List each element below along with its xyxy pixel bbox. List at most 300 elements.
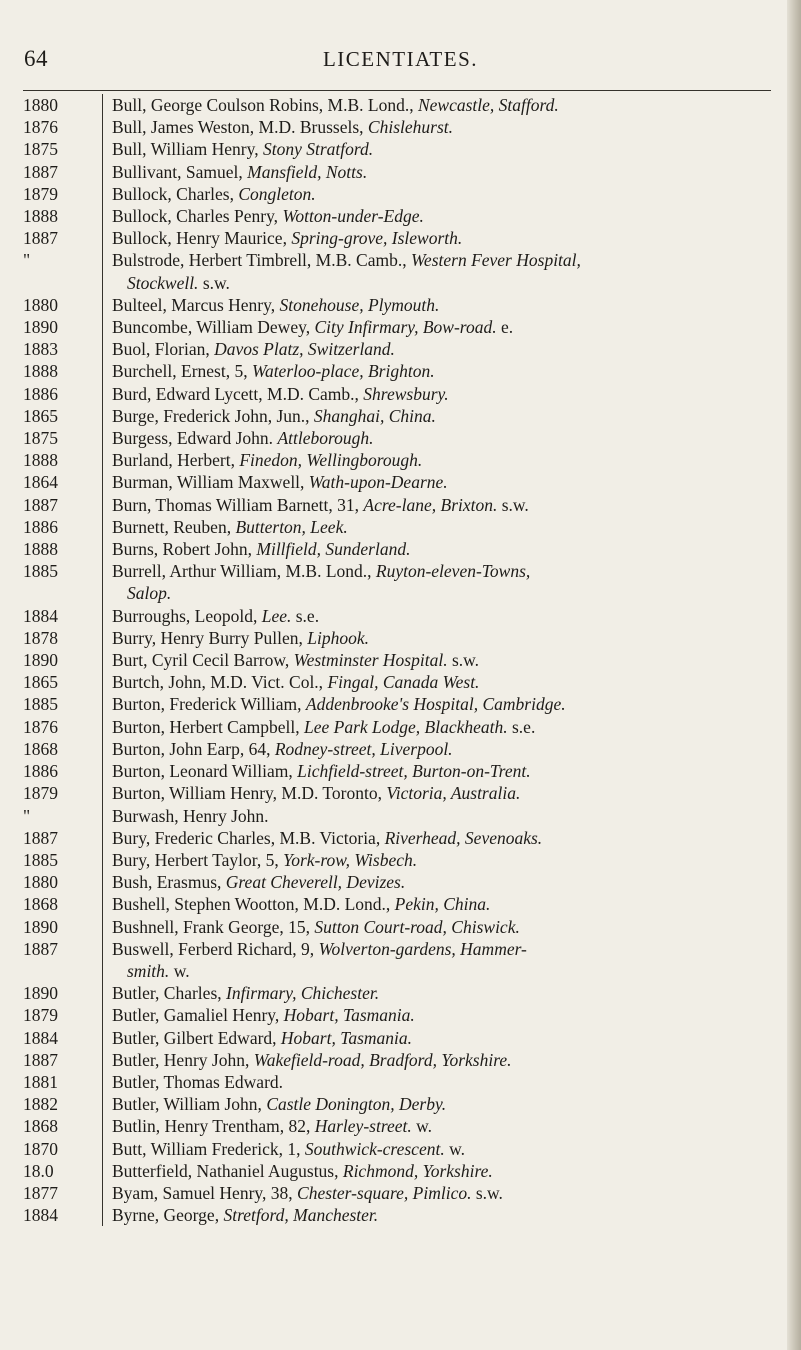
list-item [0, 471, 790, 493]
list-item [0, 938, 790, 982]
entry-text [103, 138, 790, 160]
entry-year: 1870 [23, 1138, 58, 1159]
list-item [0, 538, 790, 560]
entry-year: 1887 [23, 827, 58, 848]
entry-line1 [112, 94, 786, 116]
entry-text [103, 1004, 790, 1026]
running-head: LICENTIATES. [322, 47, 479, 71]
entry-name: Bull, James Weston, M.D. Brussels, [112, 117, 368, 138]
licentiate-list [0, 94, 790, 1226]
list-item [0, 427, 790, 449]
entry-year: 1886 [23, 761, 58, 782]
entry-text [103, 316, 790, 338]
entry-year: 1879 [23, 783, 58, 804]
entry-text [103, 982, 790, 1004]
entry-name: Bush, Erasmus, [112, 872, 226, 893]
entry-address: Victoria, Australia. [386, 783, 521, 804]
entry-name: Burt, Cyril Cecil Barrow, [112, 650, 294, 671]
entry-address: Davos Platz, Switzerland. [214, 339, 395, 360]
entry-year: 1886 [23, 516, 58, 537]
list-item [0, 982, 790, 1004]
entry-year: 1888 [23, 206, 58, 227]
entry-name: Bull, George Coulson Robins, M.B. Lond., [112, 95, 418, 115]
entry-year: 1884 [23, 605, 58, 626]
entry-name: w. [444, 1138, 465, 1159]
entry-name: Burn, Thomas William Barnett, 31, [112, 494, 364, 515]
entry-text [103, 805, 790, 827]
entry-name: w. [411, 1116, 433, 1137]
list-item [0, 1182, 790, 1204]
entry-address: Great Cheverell, Devizes. [225, 872, 406, 893]
entry-name: Bulstrode, Herbert Timbrell, M.B. Camb., [112, 250, 411, 271]
entry-text [103, 1204, 790, 1226]
entry-address: York-row, Wisbech. [283, 849, 418, 870]
list-item [0, 1027, 790, 1049]
entry-line1 [112, 294, 786, 316]
entry-name: s.w. [497, 494, 529, 515]
entry-year: 1876 [23, 117, 58, 138]
entry-text [103, 1182, 790, 1204]
entry-line1 [112, 1049, 786, 1071]
entry-name: Bury, Frederic Charles, M.B. Victoria, [112, 827, 385, 848]
entry-text [103, 938, 790, 982]
entry-text [103, 916, 790, 938]
entry-line1 [112, 849, 786, 871]
entry-line1 [112, 360, 786, 382]
entry-name: Bullock, Henry Maurice, [112, 228, 292, 249]
entry-text [103, 760, 790, 782]
entry-address: Stony Stratford. [262, 139, 374, 160]
entry-line1 [112, 1160, 786, 1182]
entry-line1 [112, 449, 786, 471]
entry-line1 [112, 716, 786, 738]
entry-year: 1887 [23, 228, 58, 249]
entry-name: s.w. [471, 1182, 503, 1203]
list-item [0, 782, 790, 804]
entry-name: Buncombe, William Dewey, [112, 317, 315, 338]
list-item [0, 183, 790, 205]
entry-text [103, 649, 790, 671]
entry-line2 [112, 272, 786, 294]
entry-address: Westminster Hospital. [293, 650, 448, 671]
entry-address: Sutton Court-road, Chiswick. [314, 916, 520, 937]
entry-line1 [112, 405, 786, 427]
list-item [0, 760, 790, 782]
entry-name: s.w. [198, 272, 230, 293]
header-rule [23, 90, 771, 91]
entry-year: 1887 [23, 161, 58, 182]
entry-year: 1881 [23, 1071, 58, 1092]
entry-address: Mansfield, Notts. [247, 161, 368, 182]
entry-address: Western Fever Hospital, [410, 250, 581, 271]
entry-year: 1875 [23, 428, 58, 449]
list-item [0, 916, 790, 938]
entry-line1 [112, 671, 786, 693]
list-item [0, 849, 790, 871]
entry-text [103, 294, 790, 316]
entry-name: w. [169, 960, 190, 981]
entry-line1 [112, 494, 786, 516]
entry-address: Chislehurst. [367, 117, 454, 138]
entry-year: 1880 [23, 872, 58, 893]
entry-name: Bullock, Charles Penry, [112, 206, 283, 227]
entry-name: Burd, Edward Lycett, M.D. Camb., [112, 383, 364, 404]
list-item [0, 805, 790, 827]
entry-year: 1890 [23, 983, 58, 1004]
entry-text [103, 183, 790, 205]
entry-text [103, 827, 790, 849]
entry-year: 1887 [23, 1049, 58, 1070]
entry-address: Hobart, Tasmania. [280, 1027, 413, 1048]
entry-address: Rodney-street, Liverpool. [274, 738, 453, 759]
entry-year: 1887 [23, 938, 58, 959]
entry-text [103, 849, 790, 871]
entry-name: Bullock, Charles, [112, 183, 239, 204]
entry-line1 [112, 605, 786, 627]
list-item [0, 1093, 790, 1115]
entry-year: 1886 [23, 383, 58, 404]
list-item [0, 671, 790, 693]
entry-year: 1877 [23, 1182, 58, 1203]
entry-line1 [112, 471, 786, 493]
entry-name: Buol, Florian, [112, 339, 215, 360]
entry-year: 1888 [23, 450, 58, 471]
entry-address: Spring-grove, Isleworth. [291, 228, 463, 249]
entry-address: Newcastle, Stafford. [417, 95, 559, 115]
list-item [0, 649, 790, 671]
entry-year: 1865 [23, 405, 58, 426]
entry-line1 [112, 138, 786, 160]
entry-year: 1868 [23, 738, 58, 759]
entry-address: Wotton-under-Edge. [282, 206, 424, 227]
entry-year: 1864 [23, 472, 58, 493]
entry-address: Shanghai, China. [313, 405, 436, 426]
entry-text [103, 1115, 790, 1137]
entry-address: Attleborough. [277, 428, 374, 449]
list-item [0, 605, 790, 627]
entry-name: Butler, Thomas Edward. [112, 1071, 284, 1092]
list-item [0, 405, 790, 427]
entry-name: Butler, Gamaliel Henry, [112, 1005, 284, 1026]
entry-name: Butt, William Frederick, 1, [112, 1138, 305, 1159]
entry-year: 1890 [23, 317, 58, 338]
entry-year: 1865 [23, 672, 58, 693]
entry-name: Burge, Frederick John, Jun., [112, 405, 314, 426]
entry-text [103, 560, 790, 604]
entry-line1 [112, 693, 786, 715]
entry-text [103, 227, 790, 249]
entry-address: Southwick-crescent. [304, 1138, 445, 1159]
entry-name: Burry, Henry Burry Pullen, [112, 627, 308, 648]
entry-line1 [112, 649, 786, 671]
entry-address: Wolverton-gardens, Hammer- [318, 938, 527, 959]
entry-line1 [112, 183, 786, 205]
entry-name: Burnett, Reuben, [112, 516, 236, 537]
entry-year: 1884 [23, 1027, 58, 1048]
entry-text [103, 738, 790, 760]
entry-line1 [112, 916, 786, 938]
entry-name: Buswell, Ferberd Richard, 9, [112, 938, 319, 959]
entry-text [103, 94, 790, 116]
entry-text [103, 1071, 790, 1093]
entry-name: Burman, William Maxwell, [112, 472, 309, 493]
entry-line2 [112, 582, 786, 604]
entry-text [103, 494, 790, 516]
entry-year: 1883 [23, 339, 58, 360]
entry-address: Riverhead, Sevenoaks. [384, 827, 543, 848]
entry-name: Butler, Gilbert Edward, [112, 1027, 281, 1048]
list-item [0, 338, 790, 360]
list-item [0, 1138, 790, 1160]
entry-year: 1880 [23, 95, 58, 115]
entry-text [103, 671, 790, 693]
entry-line1 [112, 760, 786, 782]
entry-line1 [112, 1115, 786, 1137]
entry-address: Acre-lane, Brixton. [363, 494, 498, 515]
entry-address: Wakefield-road, Bradford, Yorkshire. [253, 1049, 512, 1070]
list-item [0, 138, 790, 160]
entry-text [103, 427, 790, 449]
entry-address: Chester-square, Pimlico. [297, 1182, 472, 1203]
entry-name: Butler, Henry John, [112, 1049, 254, 1070]
entry-address: Stonehouse, Plymouth. [279, 294, 440, 315]
entry-year: 18.0 [23, 1160, 54, 1181]
entry-name: s.w. [447, 650, 480, 671]
entry-name: Bull, William Henry, [112, 139, 263, 160]
entry-name: Burns, Robert John, [112, 539, 257, 560]
entry-text [103, 1138, 790, 1160]
entry-address: Hobart, Tasmania. [283, 1005, 415, 1026]
entry-text [103, 383, 790, 405]
entry-name: Bushnell, Frank George, 15, [112, 916, 315, 937]
entry-address: Lee Park Lodge, Blackheath. [303, 716, 508, 737]
entry-name: Burroughs, Leopold, [112, 605, 262, 626]
entry-text [103, 516, 790, 538]
list-item [0, 227, 790, 249]
entry-address: Fingal, Canada West. [327, 672, 480, 693]
entry-name: Burtch, John, M.D. Vict. Col., [112, 672, 328, 693]
entry-address: Castle Donington, Derby. [266, 1094, 447, 1115]
entry-line1 [112, 427, 786, 449]
entry-text [103, 871, 790, 893]
entry-address: smith. [127, 960, 170, 981]
list-item [0, 294, 790, 316]
entry-line1 [112, 627, 786, 649]
entry-line1 [112, 1027, 786, 1049]
entry-text [103, 449, 790, 471]
entry-name: Butterfield, Nathaniel Augustus, [112, 1160, 343, 1181]
entry-address: Stockwell. [127, 272, 199, 293]
entry-name: Burrell, Arthur William, M.B. Lond., [112, 561, 376, 582]
entry-name: Byam, Samuel Henry, 38, [112, 1182, 298, 1203]
list-item [0, 1004, 790, 1026]
list-item [0, 627, 790, 649]
list-item [0, 1071, 790, 1093]
entry-year: " [23, 250, 31, 271]
entry-text [103, 782, 790, 804]
list-item [0, 716, 790, 738]
entry-line1 [112, 205, 786, 227]
entry-address: Pekin, China. [394, 894, 491, 915]
entry-address: Millfield, Sunderland. [256, 539, 411, 560]
list-item [0, 494, 790, 516]
entry-text [103, 1049, 790, 1071]
entry-line1 [112, 538, 786, 560]
entry-name: Burton, William Henry, M.D. Toronto, [112, 783, 387, 804]
entry-address: City Infirmary, Bow-road. [314, 317, 497, 338]
entry-name: Butlin, Henry Trentham, 82, [112, 1116, 315, 1137]
entry-year: 1885 [23, 849, 58, 870]
entry-text [103, 538, 790, 560]
list-item [0, 738, 790, 760]
entry-line1 [112, 805, 786, 827]
list-item [0, 560, 790, 604]
entry-line1 [112, 893, 786, 915]
entry-text [103, 1093, 790, 1115]
entry-line1 [112, 782, 786, 804]
entry-year: 1878 [23, 627, 58, 648]
entry-name: Bury, Herbert Taylor, 5, [112, 849, 284, 870]
entry-line1 [112, 1204, 786, 1226]
entry-name: Burwash, Henry John. [112, 805, 269, 826]
entry-name: s.e. [507, 716, 536, 737]
list-item [0, 516, 790, 538]
entry-year: 1888 [23, 539, 58, 560]
entry-line1 [112, 1071, 786, 1093]
entry-year: 1868 [23, 894, 58, 915]
entry-year: 1876 [23, 716, 58, 737]
entry-address: Ruyton-eleven-Towns, [375, 561, 531, 582]
entry-text [103, 893, 790, 915]
list-item [0, 449, 790, 471]
entry-address: Wath-upon-Dearne. [308, 472, 448, 493]
entry-text [103, 693, 790, 715]
entry-text [103, 405, 790, 427]
entry-address: Stretford, Manchester. [223, 1205, 379, 1226]
list-item [0, 360, 790, 382]
entry-year: 1879 [23, 183, 58, 204]
page-number: 64 [24, 46, 48, 71]
entry-name: Burton, Herbert Campbell, [112, 716, 304, 737]
entry-address: Lee. [261, 605, 292, 626]
entry-address: Addenbrooke's Hospital, Cambridge. [305, 694, 566, 715]
entry-year: 1885 [23, 694, 58, 715]
entry-address: Congleton. [238, 183, 316, 204]
entry-name: Burton, Leonard William, [112, 761, 298, 782]
entry-name: Butler, William John, [112, 1094, 267, 1115]
entry-text [103, 627, 790, 649]
entry-year: 1885 [23, 561, 58, 582]
entry-line1 [112, 116, 786, 138]
entry-line1 [112, 383, 786, 405]
entry-name: Burton, Frederick William, [112, 694, 306, 715]
entry-line1 [112, 1138, 786, 1160]
entry-text [103, 605, 790, 627]
list-item [0, 1204, 790, 1226]
entry-line1 [112, 871, 786, 893]
entry-year: 1868 [23, 1116, 58, 1137]
entry-line2 [112, 960, 786, 982]
list-item [0, 827, 790, 849]
entry-text [103, 1160, 790, 1182]
entry-text [103, 338, 790, 360]
entry-line1 [112, 161, 786, 183]
entry-address: Lichfield-street, Burton-on-Trent. [297, 761, 531, 782]
entry-address: Salop. [127, 583, 172, 604]
entry-text [103, 360, 790, 382]
entry-year: 1890 [23, 650, 58, 671]
list-item [0, 383, 790, 405]
entry-name: Bushell, Stephen Wootton, M.D. Lond., [112, 894, 395, 915]
entry-address: Harley-street. [314, 1116, 412, 1137]
entry-name: Burchell, Ernest, 5, [112, 361, 252, 382]
entry-year: 1888 [23, 361, 58, 382]
entry-text [103, 205, 790, 227]
entry-name: Bullivant, Samuel, [112, 161, 248, 182]
entry-name: Byrne, George, [112, 1205, 224, 1226]
entry-text [103, 116, 790, 138]
entry-year: 1882 [23, 1094, 58, 1115]
list-item [0, 871, 790, 893]
entry-year: 1890 [23, 916, 58, 937]
list-item [0, 205, 790, 227]
entry-name: Burgess, Edward John. [112, 428, 278, 449]
entry-text [103, 471, 790, 493]
entry-line1 [112, 1182, 786, 1204]
entry-year: 1880 [23, 294, 58, 315]
entry-address: Liphook. [307, 627, 369, 648]
entry-line1 [112, 1004, 786, 1026]
entry-year: 1875 [23, 139, 58, 160]
list-item [0, 249, 790, 293]
entry-line1 [112, 516, 786, 538]
entry-address: Shrewsbury. [363, 383, 449, 404]
entry-name: e. [496, 317, 514, 338]
entry-name: Burland, Herbert, [112, 450, 240, 471]
entry-year: 1884 [23, 1205, 58, 1226]
entry-line1 [112, 338, 786, 360]
entry-text [103, 161, 790, 183]
entry-name: Burton, John Earp, 64, [112, 738, 275, 759]
entry-line1 [112, 1093, 786, 1115]
list-item [0, 316, 790, 338]
entry-name: Butler, Charles, [112, 983, 226, 1004]
entry-year: " [23, 805, 31, 826]
list-item [0, 1160, 790, 1182]
list-item [0, 1115, 790, 1137]
entry-address: Infirmary, Chichester. [226, 983, 380, 1004]
entry-address: Butterton, Leek. [235, 516, 348, 537]
entry-line1 [112, 560, 786, 582]
entry-text [103, 1027, 790, 1049]
list-item [0, 1049, 790, 1071]
entry-address: Waterloo-place, Brighton. [251, 361, 435, 382]
entry-name: Bulteel, Marcus Henry, [112, 294, 280, 315]
entry-text [103, 716, 790, 738]
list-item [0, 893, 790, 915]
entry-year: 1879 [23, 1005, 58, 1026]
list-item [0, 94, 790, 116]
entry-address: Finedon, Wellingborough. [239, 450, 423, 471]
entry-line1 [112, 316, 786, 338]
entry-year: 1887 [23, 494, 58, 515]
entry-line1 [112, 227, 786, 249]
entry-text [103, 249, 790, 293]
list-item [0, 693, 790, 715]
entry-address: Richmond, Yorkshire. [342, 1160, 493, 1181]
list-item [0, 116, 790, 138]
entry-line1 [112, 938, 786, 960]
